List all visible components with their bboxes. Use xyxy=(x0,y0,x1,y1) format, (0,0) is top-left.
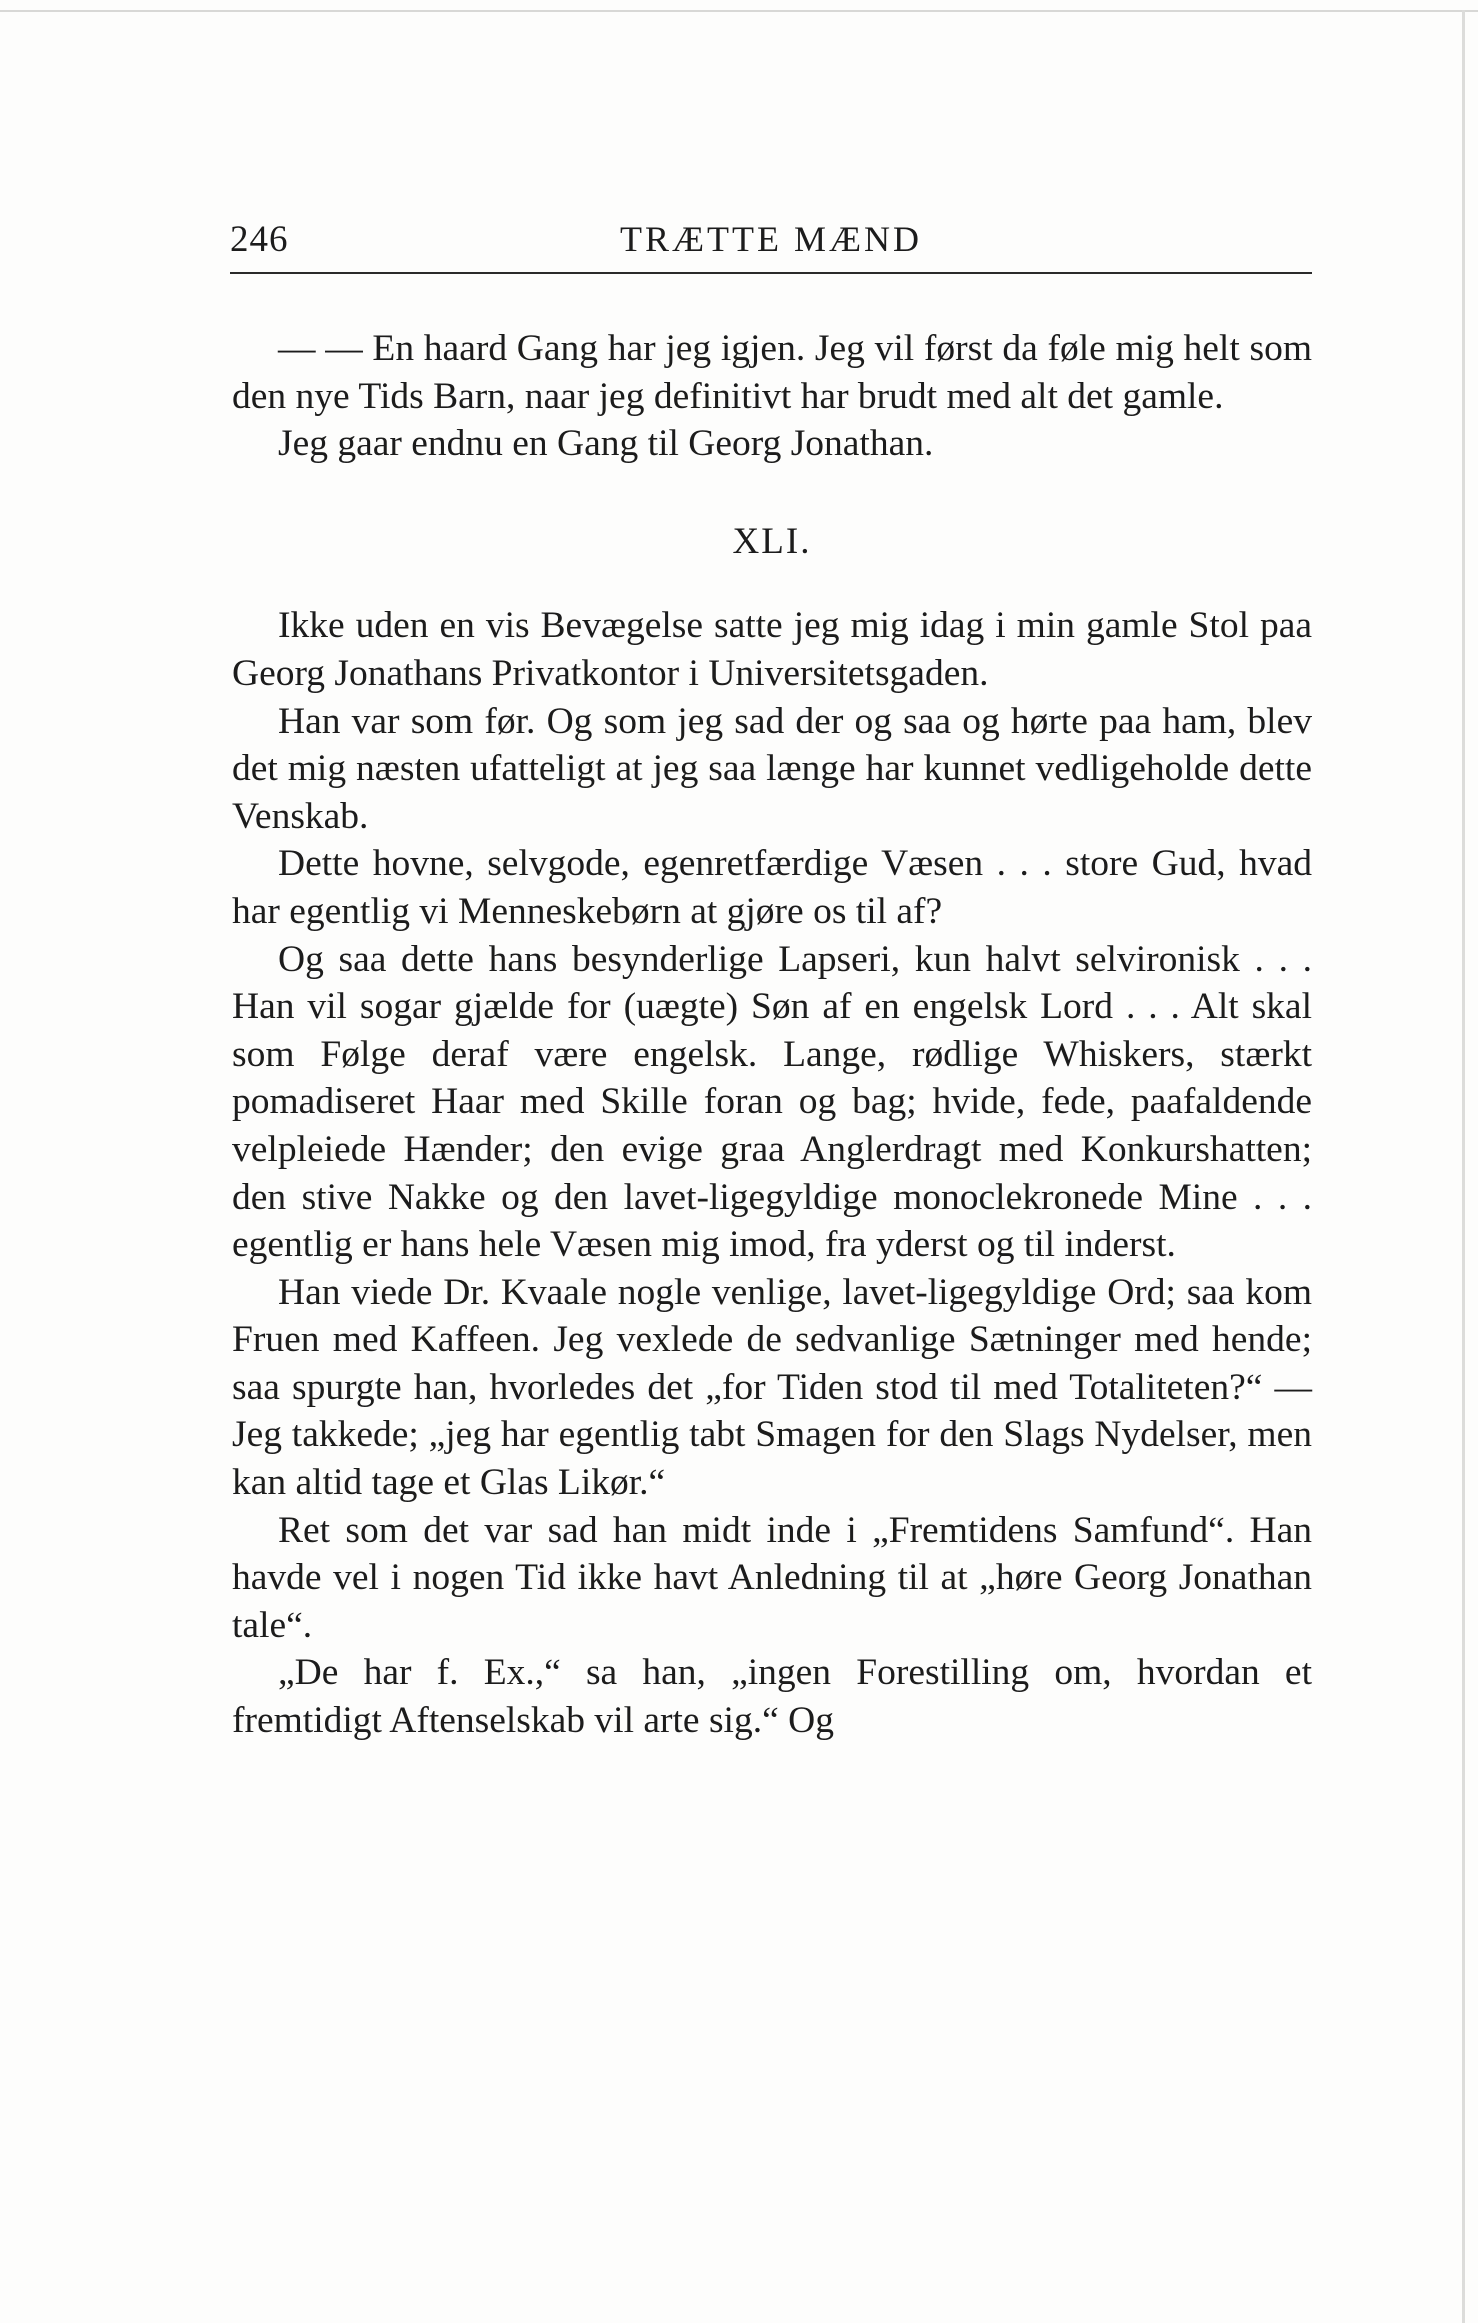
body-text xyxy=(232,325,1312,1745)
paragraph: Og saa dette hans besynderlige Lapseri, kun halvt selvironisk . . . Han vil sogar gjælde for (uægte) Søn af en engelsk Lord . . . Alt skal som Følge deraf være engelsk. Lange, rødlige Whiskers, stærkt pomadiseret Haar med Skille foran og bag; hvide, fede, paafaldende velpleiede Hænder; den evige graa Anglerdragt med Konkurshatten; den stive Nakke og den lavet-ligegyldige monoclekronede Mine . . . egentlig er hans hele Væsen mig imod, fra yderst og til inderst. xyxy=(232,938,1312,1266)
paragraph: Dette hovne, selvgode, egenretfærdige Væsen . . . store Gud, hvad har egentlig vi Menneskebørn at gjøre os til af? xyxy=(232,843,1312,932)
running-title: TRÆTTE MÆND xyxy=(620,219,922,259)
paragraph: Ret som det var sad han midt inde i „Fremtidens Samfund“. Han havde vel i nogen Tid ikke havt Anledning til at „høre Georg Jonathan tale“. xyxy=(232,1509,1312,1646)
paragraph: Han var som før. Og som jeg sad der og saa og hørte paa ham, blev det mig næsten ufatteligt at jeg saa længe har kunnet vedligeholde dette Venskab. xyxy=(232,700,1312,837)
header-rule xyxy=(230,272,1312,274)
page-header xyxy=(230,214,1312,272)
paragraph: — — En haard Gang har jeg igjen. Jeg vil først da føle mig helt som den nye Tids Barn, naar jeg definitivt har brudt med alt det gamle. xyxy=(232,328,1312,417)
paragraph: Jeg gaar endnu en Gang til Georg Jonathan. xyxy=(278,423,934,465)
paragraph: Han viede Dr. Kvaale nogle venlige, lavet-ligegyldige Ord; saa kom Fruen med Kaffeen. Jeg vexlede de sedvanlige Sætninger med hende; saa spurgte han, hvorledes det „for Tiden stod til med Totaliteten?“ — Jeg takkede; „jeg har egentlig tabt Smagen for den Slags Nydelser, men kan altid tage et Glas Likør.“ xyxy=(232,1271,1312,1504)
page-top-edge xyxy=(0,10,1478,12)
page-right-edge xyxy=(1462,10,1465,2323)
paragraph: Ikke uden en vis Bevægelse satte jeg mig idag i min gamle Stol paa Georg Jonathans Privatkontor i Universitetsgaden. xyxy=(232,605,1312,694)
paragraph: „De har f. Ex.,“ sa han, „ingen Forestilling om, hvordan et fremtidigt Aftenselskab vil arte sig.“ Og xyxy=(232,1652,1312,1742)
chapter-heading: XLI. xyxy=(732,520,812,562)
page-number: 246 xyxy=(230,219,289,260)
